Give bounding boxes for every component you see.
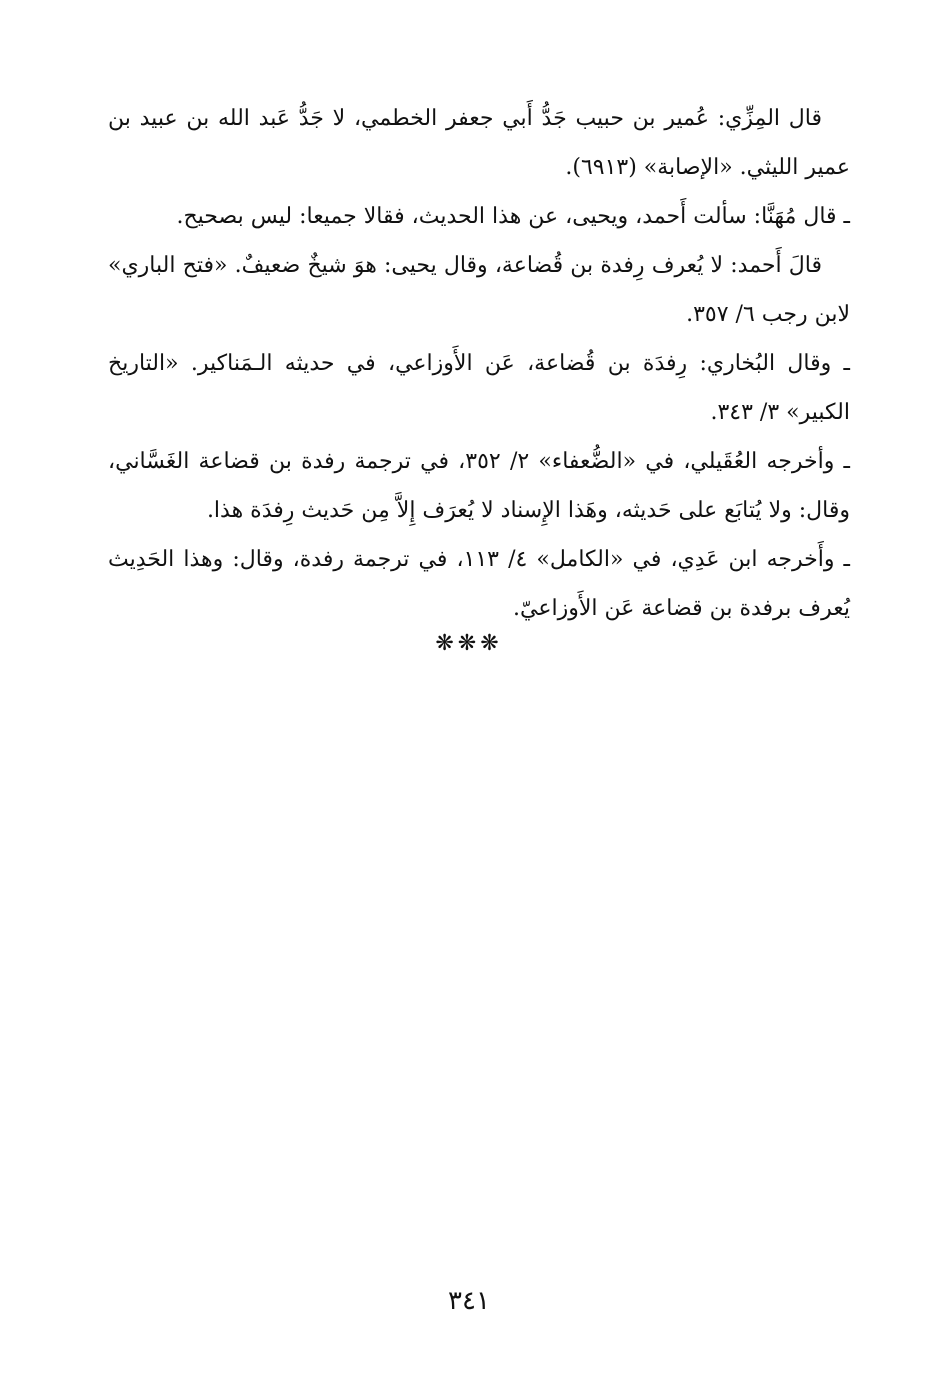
section-separator: ❋❋❋ [435,631,503,656]
paragraph-uqayli: ـ وأخرجه العُقَيلي، في «الضُّعفاء» ٢/ ٣٥٢، في ترجمة رفدة بن قضاعة الغَسَّاني، وقال: ولا يُتابَع على حَديثه، وهَذا الإِسناد لا يُعرَف إِلاَّ مِن حَديث رِفدَة هذا. [108,449,850,523]
main-text [108,94,850,633]
paragraph-bukhari: ـ وقال البُخاري: رِفدَة بن قُضاعة، عَن الأَوزاعي، في حديثه الـمَناكير. «التاريخ الكبير» ٣/ ٣٤٣. [108,351,850,425]
paragraph-ahmad: قالَ أَحمد: لا يُعرف رِفدة بن قُضاعة، وقال يحيى: هوَ شيخٌ ضعيفٌ. «فتح الباري» لابن رجب ٦/ ٣٥٧. [108,253,850,327]
paragraph-muhanna: ـ قال مُهَنَّا: سألت أَحمد، ويحيى، عن هذا الحديث، فقالا جميعا: ليس بصحيح. [176,204,850,229]
page-number: ٣٤١ [448,1286,490,1316]
paragraph-ibn-adi: ـ وأَخرجه ابن عَدِي، في «الكامل» ٤/ ١١٣، في ترجمة رفدة، وقال: وهذا الحَدِيث يُعرف برفدة بن قضاعة عَن الأَوزاعيّ. [108,547,850,621]
paragraph-mizzi: قال المِزِّي: عُمير بن حبيب جَدُّ أَبي جعفر الخطمي، لا جَدُّ عَبد الله بن عبيد بن عمير الليثي. «الإصابة» (٦٩١٣). [108,106,850,180]
